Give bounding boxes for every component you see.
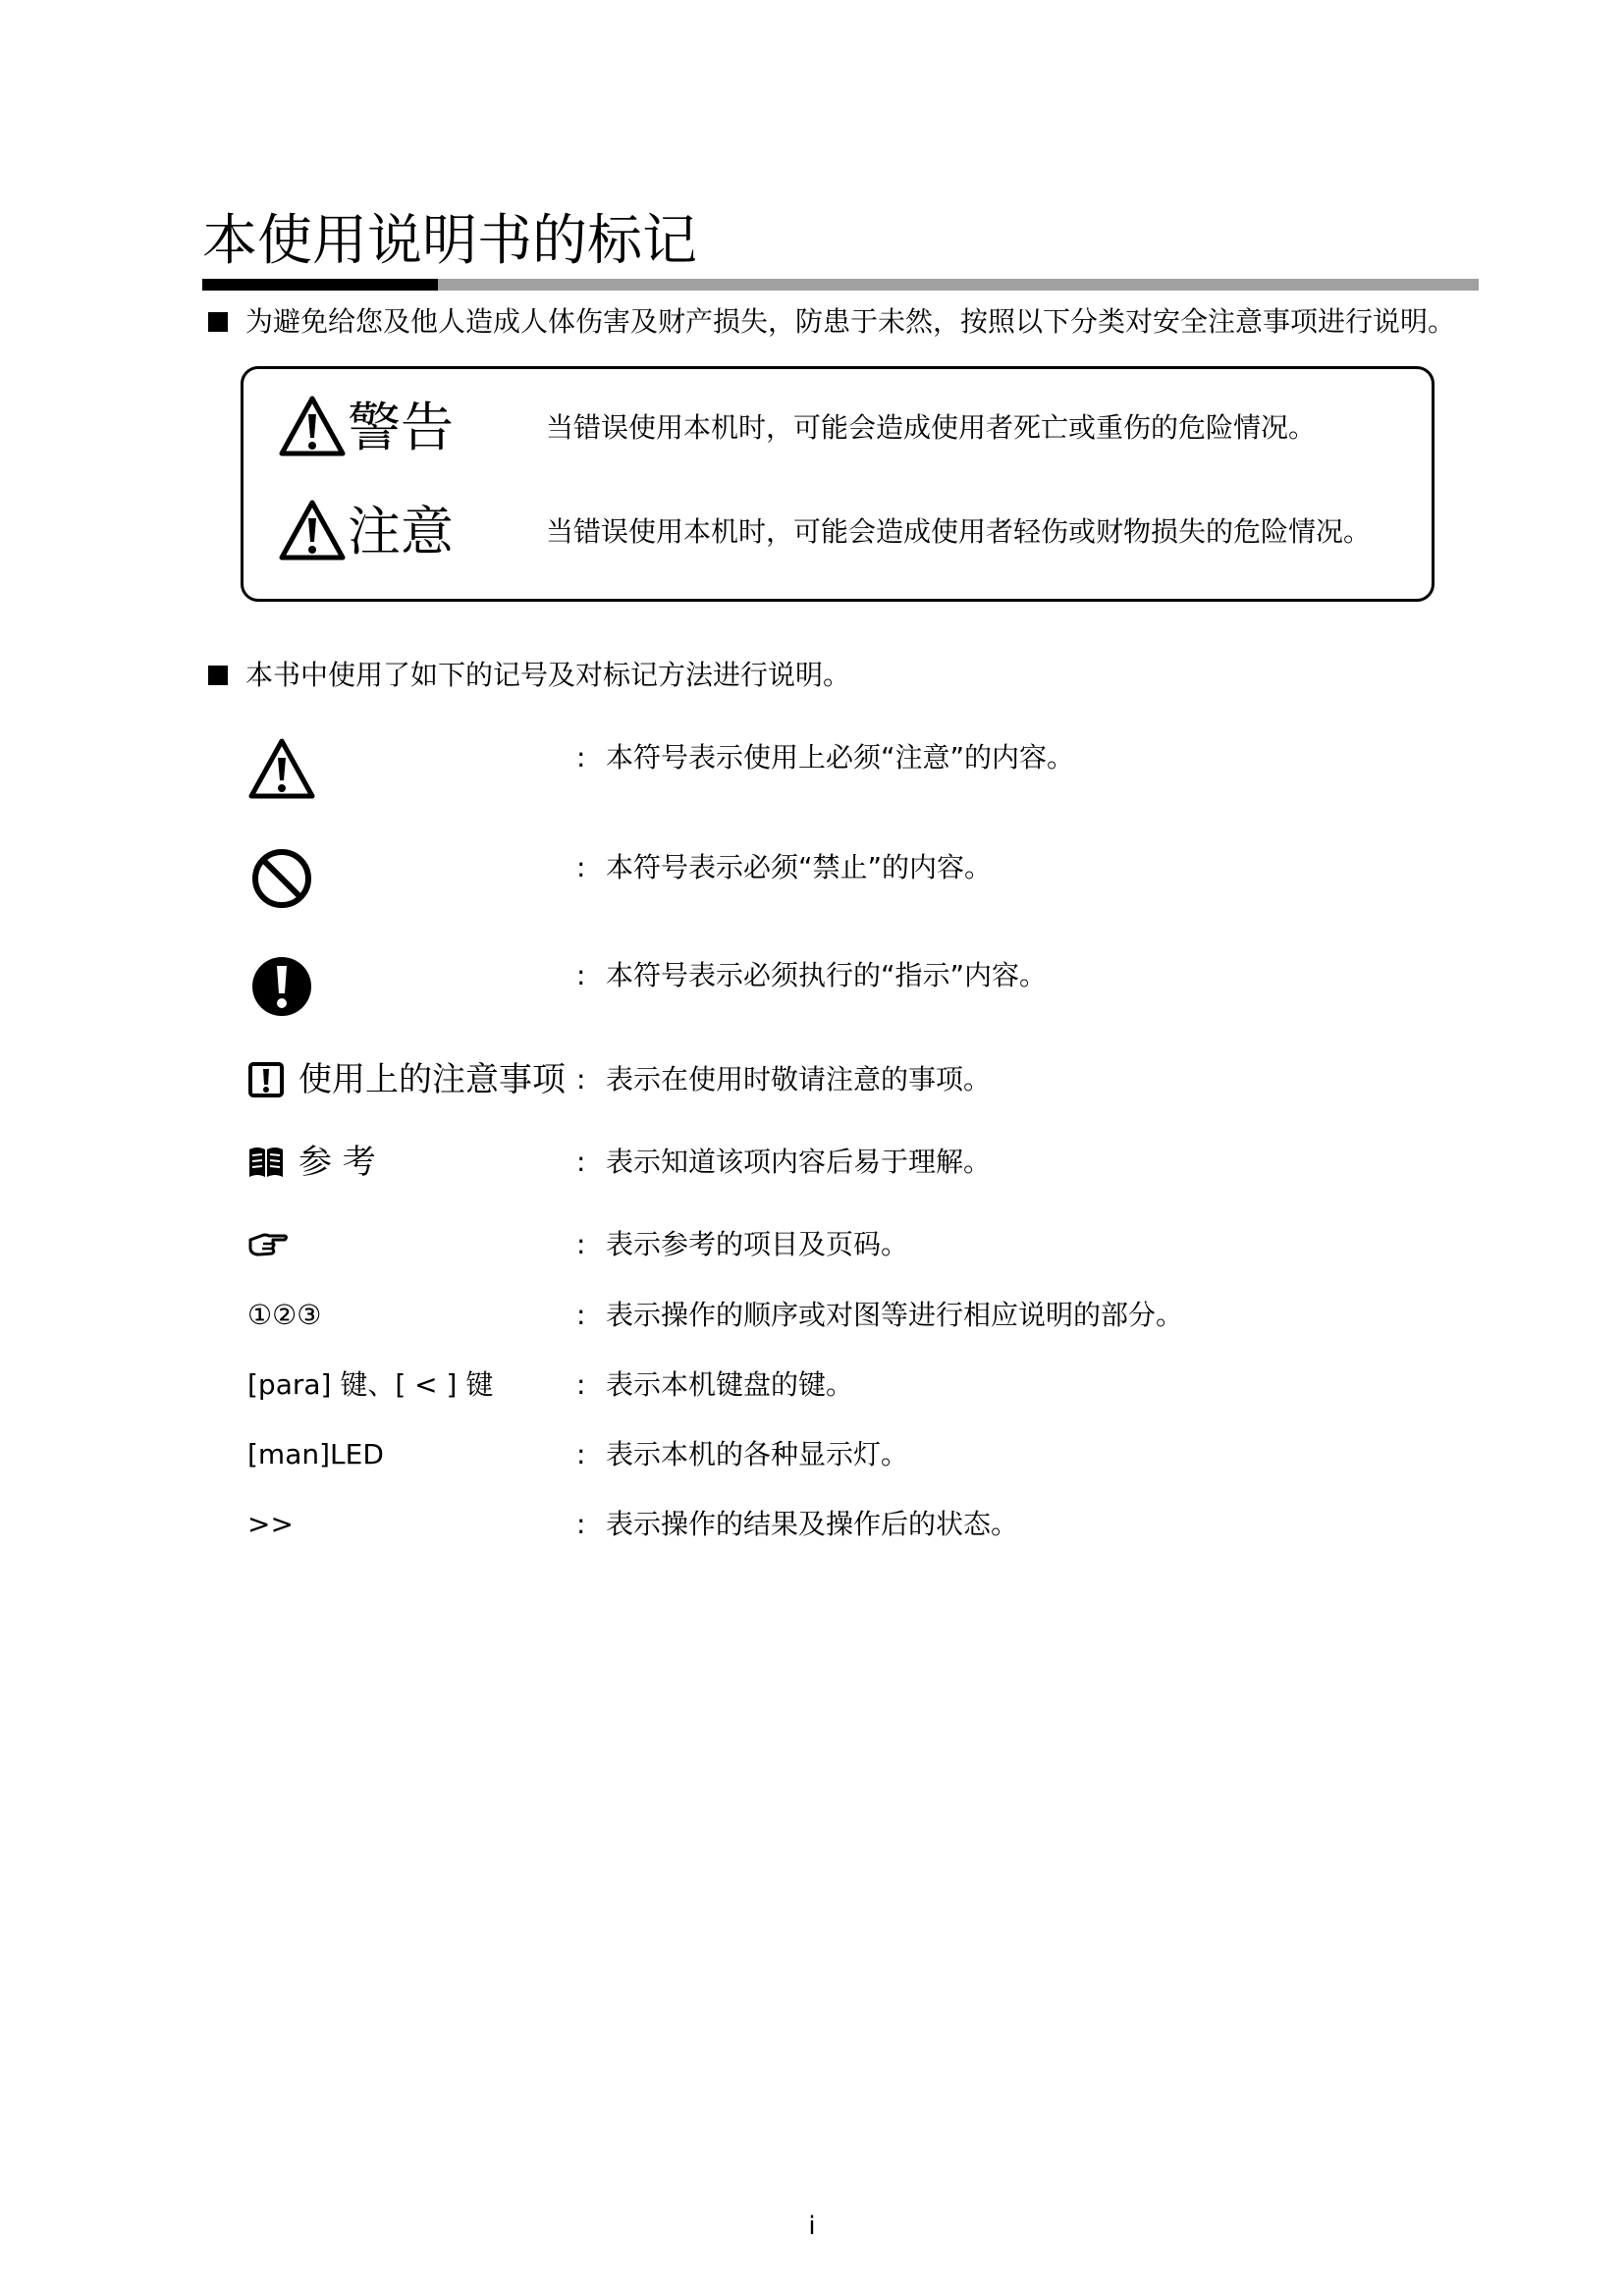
symbol-cell bbox=[247, 1223, 302, 1259]
symbol-meaning: 表示在使用时敬请注意的事项。 bbox=[606, 1063, 992, 1095]
bullet-square-icon bbox=[208, 312, 228, 332]
symbol-row-page-reference bbox=[247, 1223, 1475, 1282]
notice-warning-description: 当错误使用本机时，可能会造成使用者死亡或重伤的危险情况。 bbox=[546, 411, 1317, 444]
symbols-intro-text: 本书中使用了如下的记号及对标记方法进行说明。 bbox=[245, 659, 851, 691]
notice-warning-label: 警告 bbox=[348, 397, 454, 458]
separator-colon: : bbox=[576, 1438, 586, 1470]
bullet-square-icon bbox=[208, 666, 228, 685]
symbol-meaning: 表示操作的顺序或对图等进行相应说明的部分。 bbox=[606, 1299, 1184, 1331]
symbol-meaning: 表示本机的各种显示灯。 bbox=[606, 1438, 909, 1470]
symbol-cell bbox=[247, 1294, 321, 1337]
caution-triangle-icon bbox=[247, 736, 316, 801]
symbol-row-keys bbox=[247, 1363, 1475, 1422]
symbol-meaning: 表示本机键盘的键。 bbox=[606, 1368, 854, 1401]
symbol-label: >> bbox=[247, 1508, 294, 1540]
prohibition-icon bbox=[247, 846, 316, 911]
symbol-cell bbox=[247, 736, 316, 801]
symbol-label: 参 考 bbox=[298, 1143, 376, 1182]
symbols-intro-paragraph bbox=[208, 656, 850, 695]
intro-paragraph bbox=[208, 302, 1455, 342]
symbol-row-reference bbox=[247, 1141, 1475, 1200]
title-underline bbox=[202, 279, 1479, 291]
symbol-label: ①②③ bbox=[247, 1299, 322, 1331]
symbol-cell bbox=[247, 1503, 294, 1546]
symbol-row-prohibition bbox=[247, 846, 1475, 905]
symbol-cell bbox=[247, 846, 316, 911]
symbol-cell bbox=[247, 954, 316, 1019]
symbol-meaning: 本符号表示使用上必须“注意”的内容。 bbox=[606, 741, 1075, 774]
page-number: i bbox=[808, 2212, 816, 2241]
symbol-meaning: 表示操作的结果及操作后的状态。 bbox=[606, 1508, 1019, 1540]
symbol-row-usage-caution bbox=[247, 1058, 1475, 1117]
title-underline-grey bbox=[438, 279, 1479, 291]
notice-caution-label: 注意 bbox=[348, 501, 454, 562]
notice-caution bbox=[279, 495, 1408, 569]
symbol-cell bbox=[247, 1363, 493, 1407]
usage-caution-icon bbox=[247, 1061, 285, 1098]
symbol-row-caution bbox=[247, 736, 1475, 795]
title-underline-dark bbox=[202, 279, 438, 291]
separator-colon: : bbox=[576, 959, 586, 991]
separator-colon: : bbox=[576, 851, 586, 883]
symbol-label: [man]LED bbox=[247, 1438, 384, 1470]
separator-colon: : bbox=[576, 1228, 586, 1260]
warning-triangle-icon bbox=[279, 395, 346, 457]
separator-colon: : bbox=[576, 1368, 586, 1401]
symbol-label: [para] 键、[ < ] 键 bbox=[247, 1368, 494, 1401]
safety-notice-box bbox=[241, 366, 1435, 602]
symbol-cell bbox=[247, 1058, 566, 1101]
symbol-cell bbox=[247, 1433, 384, 1476]
notice-caution-description: 当错误使用本机时，可能会造成使用者轻伤或财物损失的危险情况。 bbox=[546, 515, 1372, 548]
separator-colon: : bbox=[576, 1508, 586, 1540]
symbol-cell bbox=[247, 1141, 376, 1184]
intro-text: 为避免给您及他人造成人体伤害及财产损失，防患于未然，按照以下分类对安全注意事项进行说明。 bbox=[245, 305, 1456, 338]
symbol-row-mandatory bbox=[247, 954, 1475, 1013]
symbol-meaning: 表示参考的项目及页码。 bbox=[606, 1228, 909, 1260]
symbol-row-step-numbers bbox=[247, 1294, 1475, 1353]
page-title: 本使用说明书的标记 bbox=[202, 209, 697, 273]
reference-book-icon bbox=[247, 1144, 285, 1181]
separator-colon: : bbox=[576, 741, 586, 774]
pointing-hand-icon bbox=[247, 1230, 289, 1259]
notice-warning bbox=[279, 391, 1408, 465]
mandatory-action-icon bbox=[247, 954, 316, 1019]
warning-triangle-icon bbox=[279, 499, 346, 561]
separator-colon: : bbox=[576, 1063, 586, 1095]
symbol-meaning: 表示知道该项内容后易于理解。 bbox=[606, 1146, 992, 1178]
symbol-row-led bbox=[247, 1433, 1475, 1492]
symbol-label: 使用上的注意事项 bbox=[298, 1060, 566, 1099]
symbol-row-result bbox=[247, 1503, 1475, 1562]
separator-colon: : bbox=[576, 1146, 586, 1178]
separator-colon: : bbox=[576, 1299, 586, 1331]
symbol-meaning: 本符号表示必须执行的“指示”内容。 bbox=[606, 959, 1048, 991]
symbol-meaning: 本符号表示必须“禁止”的内容。 bbox=[606, 851, 993, 883]
